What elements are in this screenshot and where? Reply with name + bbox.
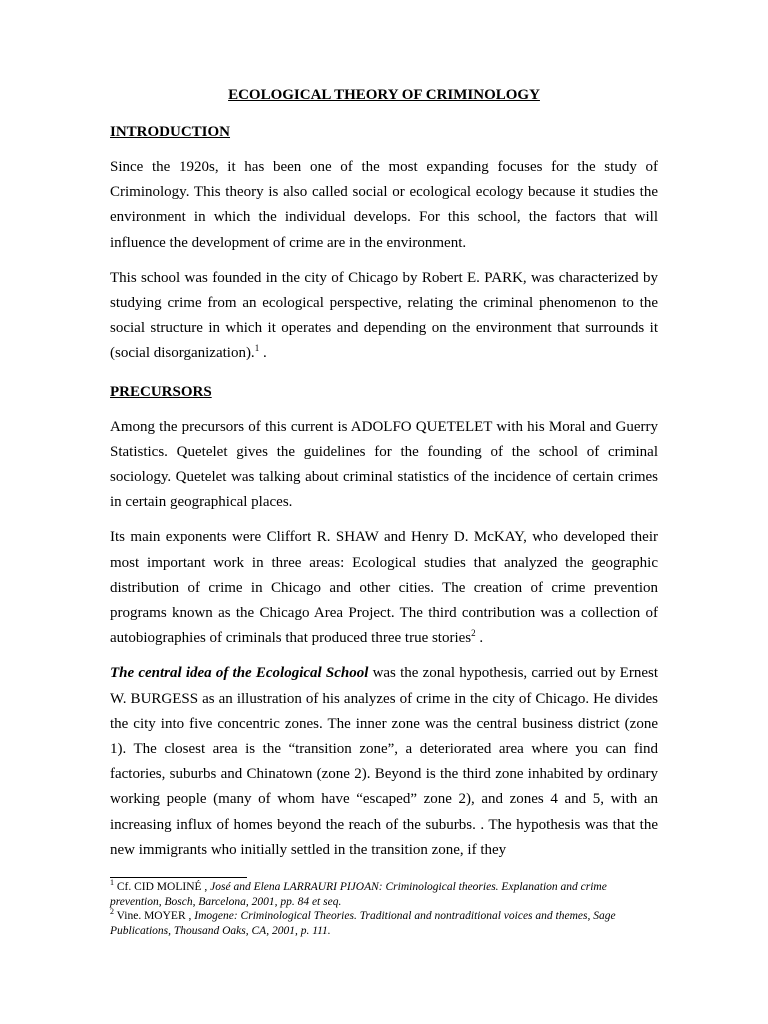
footnote-2: [110, 909, 658, 938]
footnotes: [110, 880, 658, 938]
paragraph-intro-1: [110, 155, 658, 256]
document-title: ECOLOGICAL THEORY OF CRIMINOLOGY: [228, 87, 540, 103]
document-body: [110, 84, 658, 873]
paragraph-text: Its main exponents were Cliffort R. SHAW and Henry D. McKAY, who developed their most important work in three areas: Ecological studies that analyzed the geographic distribution of crime in Chicago and other cities. The creation of crime prevention programs known as the Chicago Area Project. The third contribution was a collection of autobiographies of criminals that produced three true stories: [110, 529, 658, 647]
footnote-author: Vine. MOYER ,: [114, 910, 192, 922]
paragraph-intro-2: [110, 266, 658, 367]
footnote-author: Cf. CID MOLINÉ ,: [114, 881, 208, 893]
footnote-text: Imogene: Criminological Theories. Traditional and nontraditional voices and themes, Sage Publications, Thousand Oaks, CA, 2001, p. 111.: [110, 910, 616, 937]
heading-precursors: PRECURSORS: [110, 383, 212, 400]
paragraph-text: was the zonal hypothesis, carried out by Ernest W. BURGESS as an illustration of his analyzes of crime in the city of Chicago. He divides the city into five concentric zones. The inner zone was the central business district (zone 1). The closest area is the “transition zone”, a deteriorated area where you can find factories, suburbs and Chinatown (zone 2). Beyond is the third zone inhabited by ordinary working people (many of whom have “escaped” zone 2), and zones 4 and 5, with an increasing influx of homes beyond the reach of the suburbs. . The hypothesis was that the new immigrants who initially settled in the transition zone, if they: [110, 665, 658, 858]
paragraph-precursors-2: [110, 525, 658, 651]
footnote-number: 2: [110, 907, 114, 917]
heading-introduction: INTRODUCTION: [110, 124, 231, 140]
paragraph-end: .: [475, 630, 484, 647]
paragraph-precursors-3: [110, 661, 658, 863]
paragraph-end: .: [259, 345, 267, 362]
paragraph-text: Among the precursors of this current is ADOLFO QUETELET with his Moral and Guerry Statistics. Quetelet gives the guidelines for the founding of the school of criminal sociology. Quetelet was talking about criminal statistics of the incidence of certain crimes in certain geographical places.: [110, 418, 658, 511]
footnote-ref-1[interactable]: 1: [254, 343, 260, 354]
paragraph-text: This school was founded in the city of Chicago by Robert E. PARK, was characterized by studying crime from an ecological perspective, relating the criminal phenomenon to the social structure in which it operates and depending on the environment that surrounds it (social disorganization).: [110, 269, 658, 362]
footnote-1: [110, 880, 658, 909]
paragraph-lead: The central idea of the Ecological School: [110, 665, 369, 682]
footnote-number: 1: [110, 878, 114, 888]
footnote-text: José and Elena LARRAURI PIJOAN: Criminological theories. Explanation and crime prevention, Bosch, Barcelona, 2001, pp. 84 et seq.: [110, 881, 607, 908]
paragraph-precursors-1: [110, 415, 658, 516]
footnote-ref-2[interactable]: 2: [471, 628, 476, 639]
paragraph-text: Since the 1920s, it has been one of the most expanding focuses for the study of Criminology. This theory is also called social or ecological ecology because it studies the environment in which the individual develops. For this school, the factors that will influence the development of crime are in the environment.: [110, 159, 658, 251]
footnote-separator: [110, 877, 247, 878]
